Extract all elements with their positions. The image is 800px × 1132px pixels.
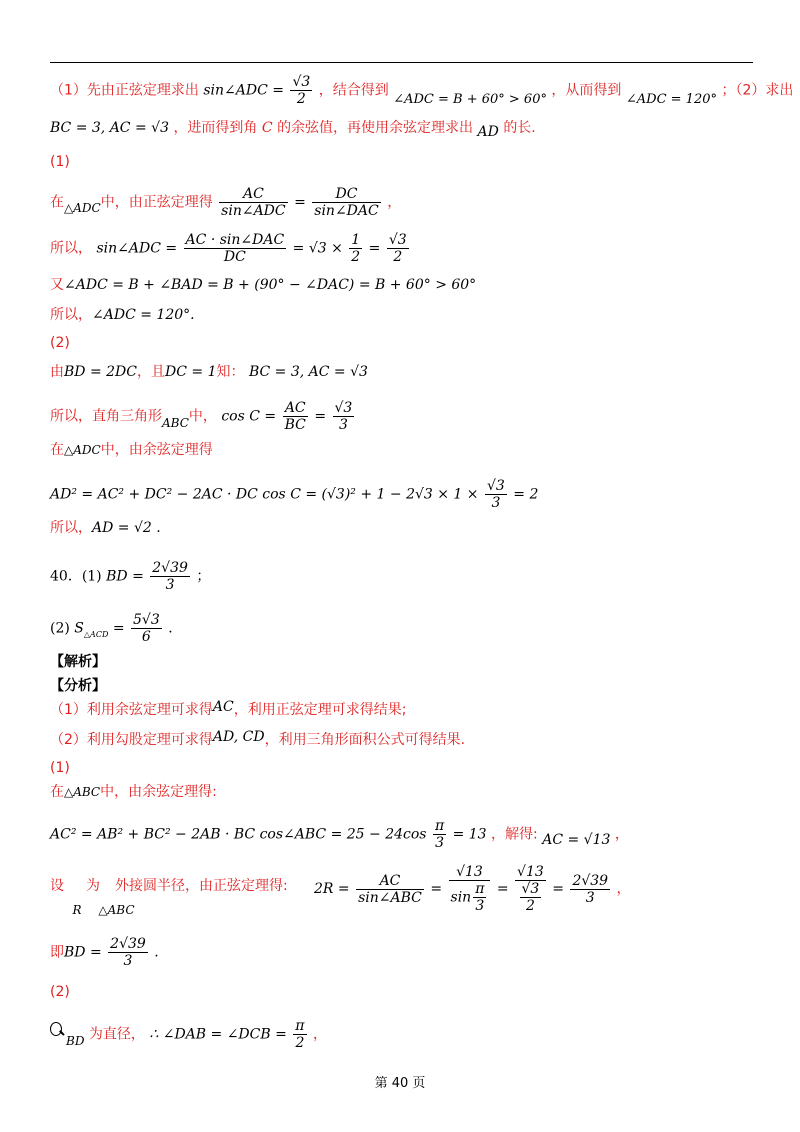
ad-result-line: 所以，AD = √2 . [50, 520, 161, 536]
cosine-law-intro: 在△ADC中，由余弦定理得 [50, 442, 213, 458]
two-r-value: $\frac{2√39}{3}$ [572, 872, 609, 906]
ac-squared-calc: AC² = AB² + BC² − 2AB · BC cos∠ABC = 25 − 24cos $\frac{\pi}{3}$ = 13 ，解得: AC = √13 ， [50, 818, 629, 851]
analysis-40-line-2: （2）利用勾股定理可求得AD, CD，利用三角形面积公式可得结果. [50, 729, 466, 748]
part-1-label: (1) [50, 154, 70, 170]
analysis-40-line-1: （1）利用余弦定理可求得AC，利用正弦定理可求得结果; [50, 699, 407, 718]
circumradius-line: 设 R 为 △ABC 外接圆半径，由正弦定理得: [50, 878, 288, 917]
pi-over-3: $\frac{\pi}{3}$ [434, 818, 445, 851]
part-2-label: (2) [50, 335, 70, 351]
q40-answer-1: 40．(1) BD = $\frac{2√39}{3}$ ； [50, 560, 211, 593]
because-symbol-tail [59, 1030, 64, 1035]
ac-over-sin-adc: $\frac{AC}{\text{sin∠ADC}}$ [221, 186, 286, 219]
analysis-39-line-2: BC = 3, AC = √3 ，进而得到角 C 的余弦值，再使用余弦定理求出 AD 的长. [50, 120, 536, 140]
fenxi-heading: 【分析】 [50, 678, 106, 694]
q40-cosine-intro: 在△ABC中，由余弦定理得: [50, 784, 217, 800]
bd-value: $\frac{2√39}{3}$ [152, 560, 188, 593]
sine-law-line: 在△ADC中，由正弦定理得 $\frac{AC}{\text{sin∠ADC}}$ = $\frac{DC}{\text{sin∠DAC}}$ ， [50, 186, 402, 219]
part-1-label-40: (1) [50, 760, 70, 776]
sqrt3-over-3: $\frac{√3}{3}$ [334, 400, 353, 433]
analysis-39-line-1: （1）先由正弦定理求出 sin∠ADC = $\frac{√3}{2}$ ，结合得到 ∠ADC = B + 60° > 60° ，从而得到 ∠ADC = 120° ；（2）求出 [50, 74, 794, 107]
sqrt3-half: $\frac{√3}{2}$ [388, 232, 407, 265]
ad-squared-calc: AD² = AC² + DC² − 2AC · DC cos C = (√3)² + 1 − 2√3 × 1 × $\frac{√3}{3}$ = 2 [50, 478, 539, 511]
jiexi-heading: 【解析】 [50, 654, 106, 670]
cos-c-line: 所以，直角三角形ABC中， cos C = $\frac{AC}{BC}$ = $\frac{√3}{3}$ [50, 400, 353, 433]
angle-sum-line: 又∠ADC = B + ∠BAD = B + (90° − ∠DAC) = B + 60° > 60° [50, 277, 477, 293]
header-rule [50, 62, 753, 63]
sqrt13-over-sqrt3-half: $\frac{√13}{\frac{√3}{2}}$ [517, 864, 544, 914]
angle-result-line: 所以，∠ADC = 120°. [50, 307, 195, 323]
bd-result-line: 即BD = $\frac{2√39}{3}$ . [50, 936, 159, 969]
sqrt13-over-sin-pi3: √13 sin $\frac{\pi}{3}$ [449, 864, 491, 914]
half: $\frac{1}{2}$ [351, 232, 361, 265]
two-r-calc: 2R = $\frac{AC}{\text{sin∠ABC}}$ = √13 sin $\frac{\pi}{3}$ = $\frac{√13}{\frac{√3}{2}}$ = $\frac{2√39}{3}$ ， [314, 864, 631, 914]
q40-answer-2: (2) $S_{\triangle ACD}$ = $\frac{5√3}{6}$ . [50, 612, 173, 645]
sqrt3-over-2: $\frac{√3}{2}$ [292, 74, 311, 107]
bd-result-value: $\frac{2√39}{3}$ [110, 936, 146, 969]
sin-adc-fraction: $\frac{\text{AC · sin∠DAC}}{DC}$ [185, 232, 285, 265]
given-line: 由BD = 2DC，且DC = 1知： BC = 3, AC = √3 [50, 364, 368, 380]
diameter-line: BD 为直径， ∴ ∠DAB = ∠DCB = $\frac{\pi}{2}$ ， [66, 1018, 327, 1051]
sin-adc-calc: 所以， sin∠ADC = $\frac{\text{AC · sin∠DAC}}{DC}$ = √3 × $\frac{1}{2}$ = $\frac{√3}{2}$ [50, 232, 407, 265]
ac-over-sin-abc: $\frac{AC}{\text{sin∠ABC}}$ [358, 872, 422, 906]
ac-over-bc: $\frac{AC}{BC}$ [284, 400, 306, 433]
area-value: $\frac{5√3}{6}$ [133, 612, 160, 645]
dc-over-sin-dac: $\frac{DC}{\text{sin∠DAC}}$ [314, 186, 379, 219]
pi-over-2: $\frac{\pi}{2}$ [295, 1018, 305, 1051]
page-number: 第 40 页 [374, 1076, 426, 1091]
sqrt3-over-3-b: $\frac{√3}{3}$ [486, 478, 505, 511]
part-2-label-40: (2) [50, 984, 70, 1000]
